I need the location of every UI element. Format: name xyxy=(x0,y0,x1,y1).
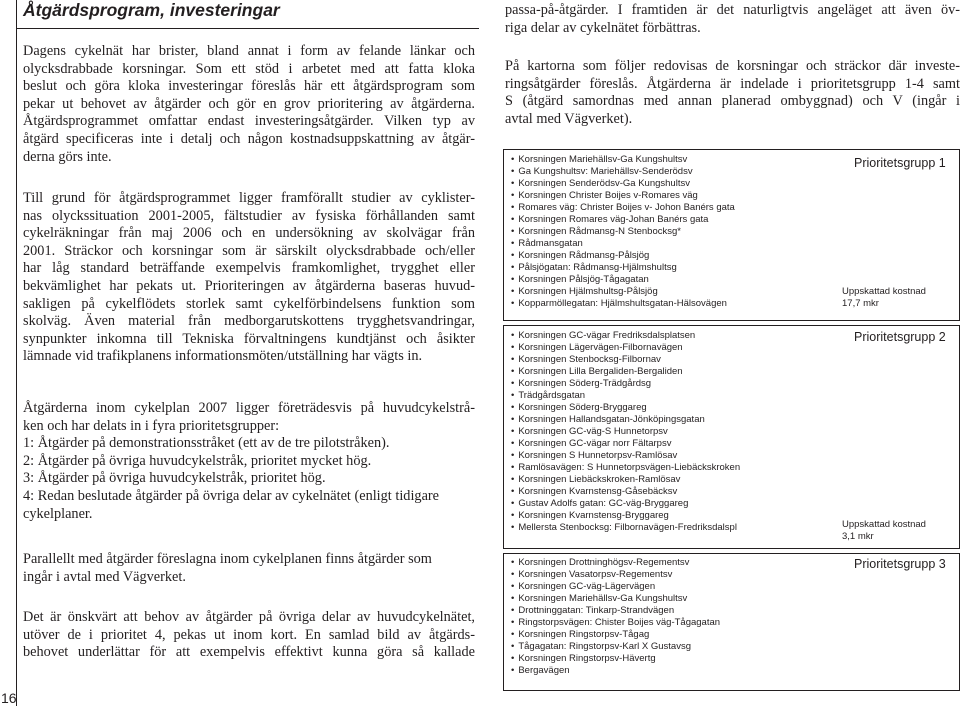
text-line: bekvämlighet har pekats ut. Prioriteringen av åtgärderna baseras huvud- xyxy=(23,277,475,294)
list-item: • Korsningen Romares väg-Johan Banérs gata xyxy=(511,214,708,226)
list-item: • Korsningen Senderödsv-Ga Kungshultsv xyxy=(511,178,690,190)
text-line: ingår i avtal med Vägverket. xyxy=(23,568,186,585)
list-item: • Korsningen GC-vägar Fredriksdalsplatsen xyxy=(511,330,695,342)
cost-value: 17,7 mkr xyxy=(842,298,879,309)
text-line: 3: Åtgärder på övriga huvudcykelstråk, prioritet hög. xyxy=(23,470,326,487)
text-line: åtgärd specificeras inte i detalj och någon kostnadsuppskattning av åtgär- xyxy=(23,130,475,147)
text-line: sakligen på cykelflödets storlek samt cykelförbindelsens funktion som xyxy=(23,295,475,312)
text-line: riga delar av cykelnätet förbättras. xyxy=(505,19,701,36)
cost-label: Uppskattad kostnad xyxy=(842,519,926,530)
text-line: nas olyckssituation 2001-2005, fältstudier av fysiska förhållanden samt xyxy=(23,207,475,224)
priority-group-1 xyxy=(503,149,960,321)
text-line: utöver de i prioritet 4, pekas ut inom kort. En samlad bild av åtgärds- xyxy=(23,626,475,643)
list-item: • Ramlösavägen: S Hunnetorpsvägen-Liebäckskroken xyxy=(511,462,740,474)
left-paragraph-2 xyxy=(23,190,475,366)
list-item: • Korsningen Söderg-Bryggareg xyxy=(511,402,647,414)
list-item: • Korsningen Ringstorpsv-Tågag xyxy=(511,629,649,641)
list-item: • Korsningen Kvarnstensg-Gåsebäcksv xyxy=(511,486,677,498)
text-line: Åtgärdsprogrammet omfattar endast investeringsåtgärder. Vilken typ av xyxy=(23,113,475,130)
text-line: ringsåtgärder föreslås. Åtgärderna är indelade i prioritetsgrupp 1-4 samt xyxy=(505,75,960,92)
page-margin-line xyxy=(16,0,17,706)
text-line: synpunkter inkomna till Tekniska förvaltningens kundtjänst och åsikter xyxy=(23,330,475,347)
section-heading: Åtgärdsprogram, investeringar xyxy=(23,0,280,20)
text-line: ken och har delats in i fyra prioritetsgrupper: xyxy=(23,417,280,434)
list-item: • Korsningen Christer Boijes v-Romares väg xyxy=(511,190,698,202)
list-item: • Kopparmöllegatan: Hjälmshultsgatan-Hälsovägen xyxy=(511,298,727,310)
list-item: • Gustav Adolfs gatan: GC-väg-Bryggareg xyxy=(511,498,688,510)
text-line: derna görs inte. xyxy=(23,148,112,165)
text-line: har låg standard beträffande exempelvis framkomlighet, trygghet eller xyxy=(23,260,475,277)
list-item: • Korsningen Rådmansg-N Stenbocksg* xyxy=(511,226,681,238)
page-number: 16 xyxy=(1,690,17,706)
text-line: behovet underlättar för att exempelvis effektivt kunna göra så kallade xyxy=(23,644,475,661)
list-item: • Korsningen Pålsjög-Tågagatan xyxy=(511,274,649,286)
cost-value: 3,1 mkr xyxy=(842,531,874,542)
left-paragraph-5 xyxy=(23,609,475,662)
list-item: • Korsningen GC-väg-Lägervägen xyxy=(511,581,655,593)
cost-label: Uppskattad kostnad xyxy=(842,286,926,297)
group-title: Prioritetsgrupp 1 xyxy=(854,156,946,170)
text-line: cykelräkningar från maj 2006 och en undersökning av skolvägar från xyxy=(23,225,475,242)
list-item: • Korsningen Hallandsgatan-Jönköpingsgatan xyxy=(511,414,705,426)
list-item: • Korsningen Stenbocksg-Filbornav xyxy=(511,354,661,366)
list-item: • Korsningen Hjälmshultsg-Pålsjög xyxy=(511,286,658,298)
right-paragraph-2 xyxy=(505,58,960,128)
list-item: • Korsningen Söderg-Trädgårdsg xyxy=(511,378,651,390)
list-item: • Mellersta Stenbocksg: Filbornavägen-Fredriksdalspl xyxy=(511,522,737,534)
left-paragraph-3 xyxy=(23,400,475,523)
text-line: 4: Redan beslutade åtgärder på övriga delar av cykelnätet (enligt tidigare xyxy=(23,487,440,504)
list-item: • Bergavägen xyxy=(511,665,570,677)
list-item: • Korsningen Mariehällsv-Ga Kungshultsv xyxy=(511,593,687,605)
list-item: • Tågagatan: Ringstorpsv-Karl X Gustavsg xyxy=(511,641,691,653)
text-line: Åtgärderna inom cykelplan 2007 ligger företrädesvis på huvudcykelstrå- xyxy=(23,400,475,416)
left-paragraph-1 xyxy=(23,43,475,166)
text-line: S (åtgärd samordnas med annan planerad ombyggnad) och V (ingår i xyxy=(505,93,960,110)
text-line: skolväg. Även material från medborgarutskottens trygghetsvandringar, xyxy=(23,313,475,330)
list-item: • Korsningen GC-vägar norr Fältarpsv xyxy=(511,438,671,450)
list-item: • Korsningen Ringstorpsv-Hävertg xyxy=(511,653,656,665)
text-line: Dagens cykelnät har brister, bland annat i form av felande länkar och xyxy=(23,43,475,59)
list-item: • Korsningen S Hunnetorpsv-Ramlösav xyxy=(511,450,677,462)
list-item: • Korsningen Rådmansg-Pålsjög xyxy=(511,250,649,262)
text-line: beslut och göra kloka investeringar föreslås här ett åtgärdsprogram som xyxy=(23,78,475,95)
list-item: • Korsningen Kvarnstensg-Bryggareg xyxy=(511,510,669,522)
list-item: • Trädgårdsgatan xyxy=(511,390,585,402)
list-item: • Korsningen Lägervägen-Filbornavägen xyxy=(511,342,683,354)
list-item: • Korsningen GC-väg-S Hunnetorpsv xyxy=(511,426,668,438)
text-line: lämnade vid trafikplanens informationsmöten/utställning har vägts in. xyxy=(23,348,423,365)
left-paragraph-4 xyxy=(23,551,475,586)
text-line: Parallellt med åtgärder föreslagna inom cykelplanen finns åtgärder som xyxy=(23,551,432,567)
text-line: passa-på-åtgärder. I framtiden är det naturligtvis angeläget att även öv- xyxy=(505,2,960,18)
list-item: • Korsningen Mariehällsv-Ga Kungshultsv xyxy=(511,154,687,166)
text-line: Det är önskvärt att behov av åtgärder på övriga delar av huvudcykelnätet, xyxy=(23,609,475,625)
list-item: • Romares väg: Christer Boijes v- Johon Banérs gata xyxy=(511,202,735,214)
list-item: • Drottninggatan: Tinkarp-Strandvägen xyxy=(511,605,674,617)
text-line: pekar ut behovet av åtgärder och gör en grov prioritering av åtgärderna. xyxy=(23,95,475,112)
list-item: • Rådmansgatan xyxy=(511,238,583,250)
text-line: 1: Åtgärder på demonstrationsstråket (ett av de tre pilotstråken). xyxy=(23,435,390,452)
text-line: cykelplaner. xyxy=(23,505,93,522)
priority-group-2 xyxy=(503,325,960,549)
right-paragraph-1 xyxy=(505,2,960,37)
group-title: Prioritetsgrupp 3 xyxy=(854,557,946,571)
list-item: • Korsningen Vasatorpsv-Regementsv xyxy=(511,569,672,581)
list-item: • Ringstorpsvägen: Chister Boijes väg-Tågagatan xyxy=(511,617,720,629)
list-item: • Pålsjögatan: Rådmansg-Hjälmshultsg xyxy=(511,262,677,274)
list-item: • Ga Kungshultsv: Mariehällsv-Senderödsv xyxy=(511,166,693,178)
text-line: På kartorna som följer redovisas de korsningar och sträckor där investe- xyxy=(505,58,960,74)
priority-group-3 xyxy=(503,553,960,691)
text-line: 2001. Sträckor och korsningar som är särskilt olycksdrabbade och/eller xyxy=(23,242,475,259)
list-item: • Korsningen Drottninghögsv-Regementsv xyxy=(511,557,689,569)
text-line: 2: Åtgärder på övriga huvudcykelstråk, prioritet mycket hög. xyxy=(23,452,372,469)
list-item: • Korsningen Liebäckskroken-Ramlösav xyxy=(511,474,680,486)
heading-rule xyxy=(17,28,479,29)
text-line: Till grund för åtgärdsprogrammet ligger framförallt studier av cyklister- xyxy=(23,190,475,206)
text-line: avtal med Vägverket). xyxy=(505,110,633,127)
list-item: • Korsningen Lilla Bergaliden-Bergaliden xyxy=(511,366,683,378)
group-title: Prioritetsgrupp 2 xyxy=(854,330,946,344)
text-line: olycksdrabbade korsningar. Som ett stöd i arbetet med att fatta kloka xyxy=(23,60,475,77)
